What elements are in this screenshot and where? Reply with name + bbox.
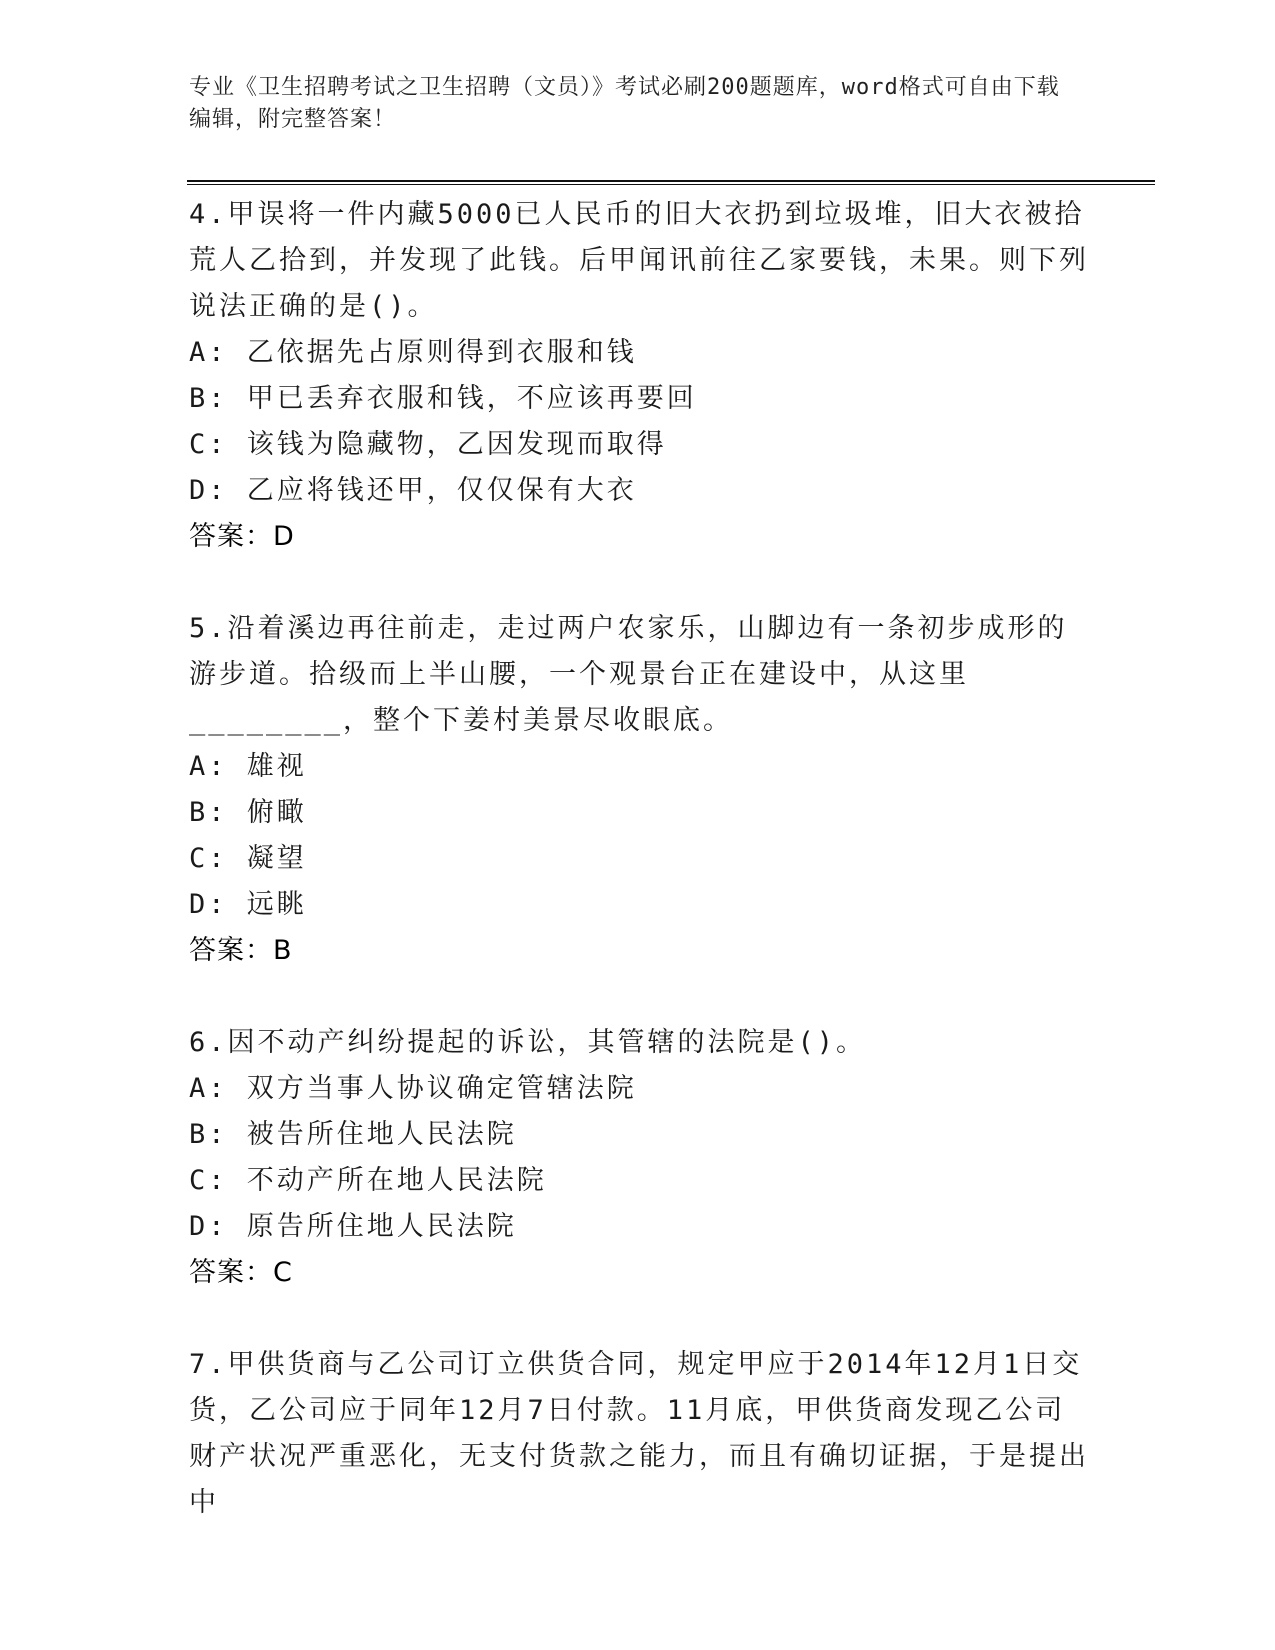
question-4 <box>189 192 1089 560</box>
option-a: A: 雄视 <box>189 751 307 782</box>
question-stem: 6.因不动产纠纷提起的诉讼，其管辖的法院是()。 <box>189 1027 867 1058</box>
answer-line: 答案：B <box>189 935 293 966</box>
document-title: 专业《卫生招聘考试之卫生招聘（文员）》考试必刷200题题库，word格式可自由下载编辑，附完整答案！ <box>189 75 1060 132</box>
option-d: D: 乙应将钱还甲，仅仅保有大衣 <box>189 475 637 506</box>
option-d: D: 远眺 <box>189 889 307 920</box>
header-rule-thin <box>187 184 1155 185</box>
question-stem: 7.甲供货商与乙公司订立供货合同，规定甲应于2014年12月1日交货，乙公司应于同年12月7日付款。11月底，甲供货商发现乙公司财产状况严重恶化，无支付货款之能力，而且有确切证据，于是提出中 <box>189 1349 1089 1518</box>
option-c: C: 凝望 <box>189 843 307 874</box>
header-rule <box>187 180 1155 182</box>
question-list <box>189 192 1089 1526</box>
spacer <box>189 560 1089 606</box>
question-7 <box>189 1342 1089 1526</box>
option-a: A: 双方当事人协议确定管辖法院 <box>189 1073 637 1104</box>
answer-line: 答案：C <box>189 1257 293 1288</box>
spacer <box>189 1296 1089 1342</box>
question-stem: 4.甲误将一件内藏5000已人民币的旧大衣扔到垃圾堆，旧大衣被拾荒人乙拾到，并发现了此钱。后甲闻讯前往乙家要钱，未果。则下列说法正确的是()。 <box>189 199 1089 322</box>
option-b: B: 甲已丢弃衣服和钱，不应该再要回 <box>189 383 697 414</box>
option-c: C: 该钱为隐藏物，乙因发现而取得 <box>189 429 667 460</box>
answer-line: 答案：D <box>189 521 295 552</box>
option-b: B: 被告所住地人民法院 <box>189 1119 517 1150</box>
spacer <box>189 974 1089 1020</box>
option-c: C: 不动产所在地人民法院 <box>189 1165 547 1196</box>
option-b: B: 俯瞰 <box>189 797 307 828</box>
option-d: D: 原告所住地人民法院 <box>189 1211 517 1242</box>
option-a: A: 乙依据先占原则得到衣服和钱 <box>189 337 637 368</box>
document-header <box>189 72 1069 136</box>
question-stem: 5.沿着溪边再往前走，走过两户农家乐，山脚边有一条初步成形的游步道。拾级而上半山腰，一个观景台正在建设中，从这里________，整个下姜村美景尽收眼底。 <box>189 613 1068 736</box>
question-5 <box>189 606 1089 974</box>
question-6 <box>189 1020 1089 1296</box>
